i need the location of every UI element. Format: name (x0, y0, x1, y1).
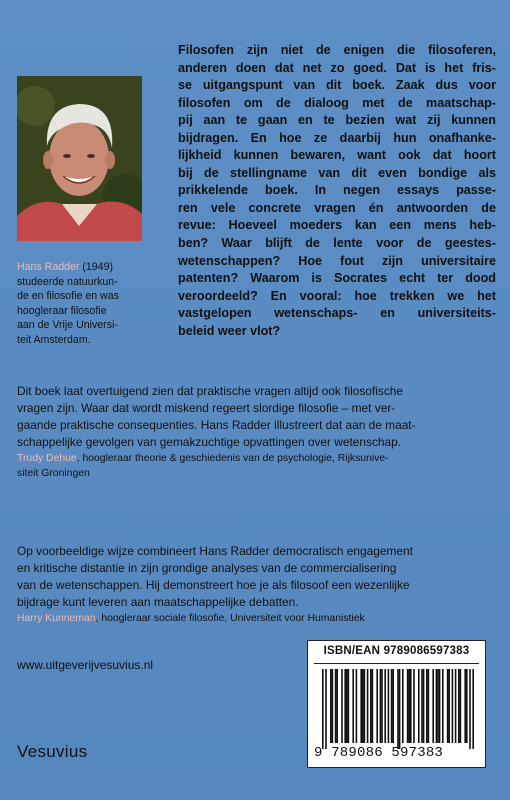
quote-line: Op voorbeeldige wijze combineert Hans Radder democratisch engagement (17, 544, 413, 558)
quote-line: gaande praktische consequenties. Hans Radder illustreert dat aan de maat- (17, 418, 416, 432)
barcode-bar (322, 669, 324, 749)
review-quote-dehue (17, 383, 497, 481)
barcode-bar (348, 669, 350, 743)
blurb-line: ren vele concrete vragen én antwoorden de (178, 200, 496, 215)
barcode-bar (472, 669, 474, 749)
barcode-bar (391, 669, 393, 743)
barcode-bar (458, 669, 460, 743)
bio-line: hoogleraar filosofie (17, 304, 107, 317)
barcode-bar (418, 669, 420, 743)
blurb-line: wetenschappen? Hoe fout zijn universitaire (178, 253, 496, 268)
barcode-bar (332, 669, 334, 743)
blurb-line: prikkelende boek. In negen essays passe- (178, 183, 496, 198)
quote-author-role: , hoogleraar theorie & geschiedenis van de psychologie, Rijksunive- (76, 453, 389, 464)
quote-line: vragen zijn. Waar dat wordt miskend regeert slordige filosofie – met ver- (17, 401, 396, 415)
review-quote-kunneman (17, 543, 497, 626)
barcode-bar (360, 669, 362, 743)
quote-author-role-cont: siteit Groningen (17, 468, 90, 479)
barcode-bar (330, 669, 332, 743)
barcode-bar (346, 669, 348, 743)
blurb-line: filosofen om de dialoog met de maatschap- (178, 95, 496, 110)
barcode-bar (352, 669, 354, 743)
barcode-bar (452, 669, 454, 743)
barcode-bar (325, 669, 327, 749)
barcode-bar (370, 669, 372, 743)
barcode-bar (410, 669, 412, 743)
barcode-bar (362, 669, 364, 743)
barcode-bar (381, 669, 383, 743)
barcode-bar (372, 669, 374, 743)
barcode-bar (442, 669, 444, 743)
publisher-website: www.uitgeverijvesuvius.nl (17, 658, 154, 672)
quote-line: bijdrage kunt leveren aan maatschappelijke debatten. (17, 595, 299, 609)
barcode-bar (464, 669, 466, 743)
barcode-bar (388, 669, 390, 743)
bio-line: aan de Vrije Universi- (17, 319, 118, 332)
barcode-bar (399, 669, 401, 749)
quote-line: van de wetenschappen. Hij demonstreert hoe je als filosoof een wezenlijke (17, 578, 410, 592)
barcode-bar (469, 669, 471, 749)
barcode-bars (322, 669, 474, 749)
barcode-bar (439, 669, 441, 743)
bio-line: studeerde natuurkun- (17, 275, 118, 288)
publisher-logo: Vesuvius (17, 742, 88, 761)
blurb-line: anderen doen dat net zo goed. Dat is het fris- (178, 60, 496, 75)
author-bio (17, 260, 147, 348)
blurb-line: pij aan te gaan en te bezien wat zij kunnen (178, 113, 496, 128)
blurb-line: Filosofen zijn niet de enigen die filosoferen, (178, 43, 496, 57)
barcode-bar (341, 669, 343, 743)
blurb-main (178, 42, 496, 340)
barcode-bar (344, 669, 346, 743)
barcode-bar (448, 669, 450, 743)
blurb-line: patenten? Waarom is Socrates echt ter dood (178, 271, 496, 286)
quote-credit (17, 611, 497, 626)
barcode-bar (460, 669, 462, 743)
barcode-bar (455, 669, 457, 743)
blurb-line: revue: Hoeveel moeders kan een mens heb- (178, 218, 496, 233)
blurb-line: ben? Waar blijft de lente voor de geestes- (178, 236, 496, 251)
barcode-bar (397, 669, 399, 749)
barcode-bar (336, 669, 338, 743)
barcode-bar (421, 669, 423, 743)
bio-birth-year: (1949) (79, 261, 113, 273)
blurb-line: lijkheid kunnen bewaren, want ook dat hoort (178, 148, 496, 163)
barcode-bar (380, 669, 382, 743)
barcode-bar (466, 669, 468, 743)
bio-author-name: Hans Radder (17, 261, 80, 273)
isbn-barcode (307, 640, 486, 768)
blurb-line: veroordeeld? En vooral: hoe trekken we het (178, 288, 496, 303)
barcode-bar (384, 669, 386, 743)
author-portrait-image (17, 76, 142, 241)
quote-line: Dit boek laat overtuigend zien dat praktische vragen altijd ook filosofische (17, 384, 404, 398)
blurb-line: bijdragen. En hoe ze daarbij hun onafhanke- (178, 130, 496, 145)
barcode-bar (408, 669, 410, 743)
barcode-bar (428, 669, 430, 743)
barcode-digits: 9 789086 597383 (314, 745, 444, 761)
blurb-line: beleid weer vlot? (178, 323, 281, 338)
barcode-bar (413, 669, 415, 743)
quote-line: schappelijke gevolgen van gemakzuchtige opvattingen over wetenschap. (17, 435, 402, 449)
barcode-bar (335, 669, 337, 743)
bio-line: teit Amsterdam. (17, 333, 91, 346)
quote-author-name: Harry Kunneman (17, 613, 96, 624)
barcode-bar (432, 669, 434, 743)
barcode-bar (407, 669, 409, 743)
quote-line: en kritische distantie in zijn grondige analyses van de commercialisering (17, 561, 397, 575)
barcode-bar (356, 669, 358, 743)
bio-line: de en filosofie en was (17, 290, 119, 303)
barcode-bar (367, 669, 369, 743)
barcode-bar (423, 669, 425, 743)
barcode-bar (437, 669, 439, 743)
barcode-bar (447, 669, 449, 743)
isbn-label: ISBN/EAN 9789086597383 (323, 645, 470, 657)
quote-author-role: , hoogleraar sociale filosofie, Universiteit voor Humanistiek (95, 613, 365, 624)
quote-author-name: Trudy Dehue (17, 453, 77, 464)
quote-credit (17, 451, 497, 466)
blurb-line: se uitgangspunt van dit boek. Zaak dus voor (178, 78, 496, 93)
barcode-bar (436, 669, 438, 743)
barcode-bar (376, 669, 378, 743)
blurb-line: bij de stellingname van dit even bondige als (178, 165, 496, 180)
author-photo (17, 76, 142, 241)
isbn-divider (314, 663, 479, 664)
barcode-bar (392, 669, 394, 743)
blurb-line: vastgelopen wetenschaps- en universiteits- (178, 306, 496, 321)
barcode-bar (364, 669, 366, 743)
barcode-bar (402, 669, 404, 743)
barcode-bar (426, 669, 428, 743)
